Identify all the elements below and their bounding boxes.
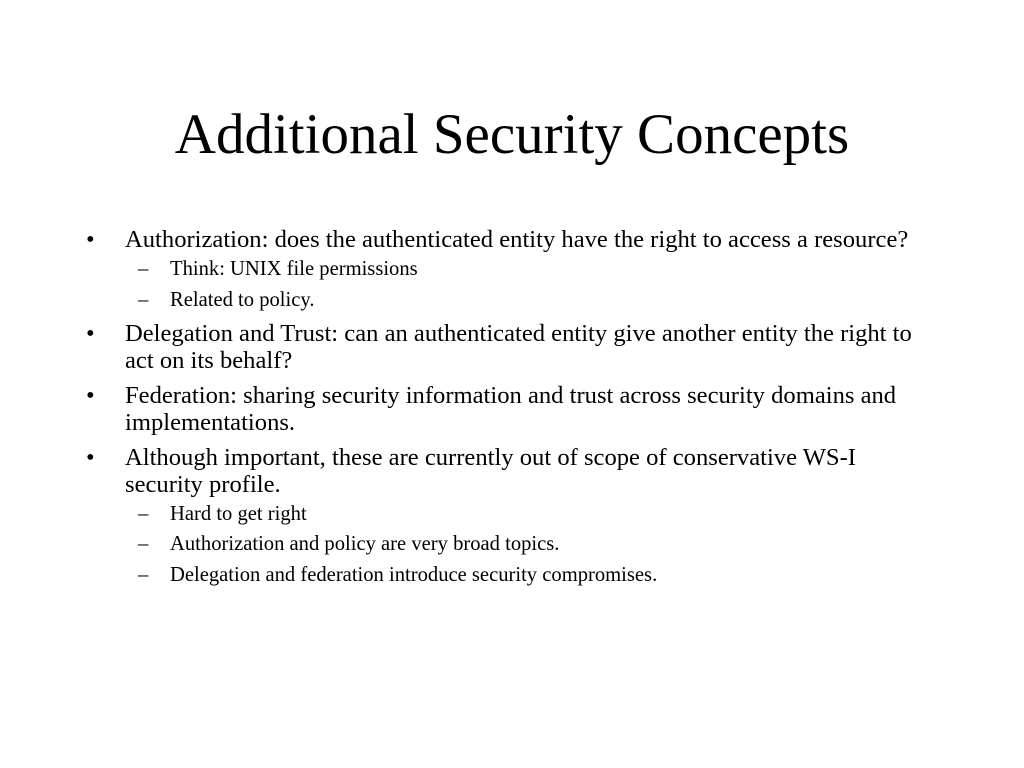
- bullet-item-delegation: [0, 320, 925, 374]
- sub-item-text: Authorization and policy are very broad topics.: [170, 533, 560, 556]
- dash-marker: –: [138, 288, 149, 311]
- bullet-marker: •: [86, 319, 95, 347]
- dash-marker: –: [138, 563, 149, 586]
- bullet-list: [0, 226, 1024, 595]
- dash-marker: –: [138, 502, 149, 525]
- sub-item-text: Think: UNIX file permissions: [170, 258, 418, 280]
- bullet-item-authorization: [0, 226, 925, 312]
- sub-item: [0, 563, 925, 587]
- sub-item-text: Related to policy.: [170, 288, 315, 311]
- bullet-marker: •: [86, 443, 95, 471]
- bullet-item-scope: [0, 444, 925, 587]
- sub-item: [0, 257, 925, 281]
- sub-item: [0, 532, 925, 556]
- slide-title: Additional Security Concepts: [174, 103, 850, 166]
- bullet-text: Delegation and Trust: can an authenticated entity give another entity the right to act on its behalf?: [125, 319, 912, 374]
- sub-item: [0, 288, 925, 312]
- sub-list: [125, 257, 925, 312]
- bullet-item-federation: [0, 382, 925, 436]
- sub-item-text: Hard to get right: [170, 502, 307, 525]
- dash-marker: –: [138, 258, 149, 280]
- bullet-marker: •: [86, 381, 95, 409]
- sub-list: [125, 502, 925, 587]
- bullet-text: Although important, these are currently out of scope of conservative WS-I security profile.: [125, 443, 856, 498]
- dash-marker: –: [138, 533, 149, 556]
- bullet-marker: •: [86, 226, 95, 253]
- sub-item: [0, 502, 925, 526]
- sub-item-text: Delegation and federation introduce security compromises.: [170, 563, 658, 586]
- bullet-text: Authorization: does the authenticated entity have the right to access a resource?: [125, 226, 909, 253]
- bullet-text: Federation: sharing security information and trust across security domains and implementations.: [125, 381, 897, 436]
